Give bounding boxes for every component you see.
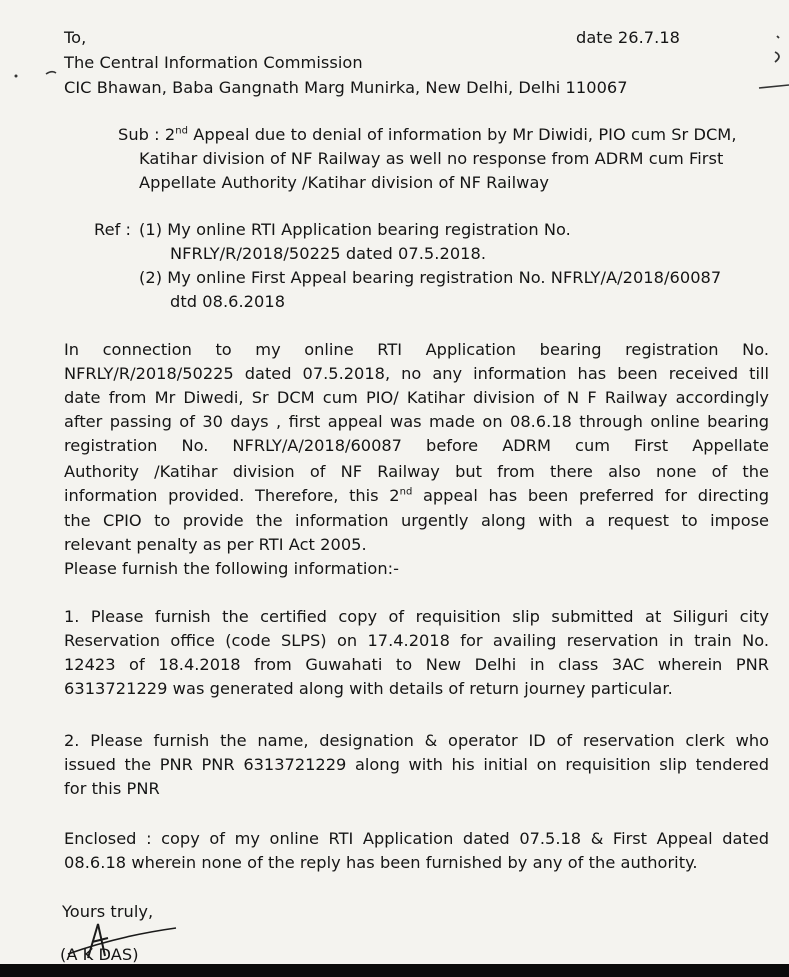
subject-ordinal-suffix: nd xyxy=(175,125,189,137)
request-2-line-1: 2. Please furnish the name, designation & operator ID of reservation clerk who xyxy=(64,731,769,750)
enclosed-line-2: 08.6.18 wherein none of the reply has been furnished by any of the authority. xyxy=(64,853,698,872)
recipient-name: The Central Information Commission xyxy=(64,53,363,72)
enclosed-line-1: Enclosed : copy of my online RTI Application dated 07.5.18 & First Appeal dated xyxy=(64,829,769,848)
scan-edge xyxy=(0,964,789,977)
salutation-to: To, xyxy=(64,28,87,47)
reference-2-line-2: dtd 08.6.2018 xyxy=(170,292,286,311)
body-line-4: after passing of 30 days , first appeal was made on 08.6.18 through online bearing xyxy=(64,412,769,431)
subject-ordinal: 2 xyxy=(164,125,176,144)
body-line-7-post: appeal has been preferred for directing xyxy=(412,486,769,505)
subject-line-1-text: Appeal due to denial of information by Mr Diwidi, PIO cum Sr DCM, xyxy=(193,125,737,144)
request-2-line-3: for this PNR xyxy=(64,779,160,798)
signatory-name: (A K DAS) xyxy=(60,945,139,964)
subject-line-1 xyxy=(118,125,737,145)
reference-label: Ref : xyxy=(94,220,132,239)
body-line-6: Authority /Katihar division of NF Railway but from there also none of the xyxy=(64,462,769,481)
subject-line-2: Katihar division of NF Railway as well no response from ADRM cum First xyxy=(139,149,724,168)
body-line-1: In connection to my online RTI Application bearing registration No. xyxy=(64,340,769,359)
request-1-line-1: 1. Please furnish the certified copy of requisition slip submitted at Siliguri city xyxy=(64,607,769,626)
reference-1-line-1: (1) My online RTI Application bearing registration No. xyxy=(139,220,571,239)
body-line-2: NFRLY/R/2018/50225 dated 07.5.2018, no any information has been received till xyxy=(64,364,769,383)
margin-scribble-left xyxy=(8,60,68,90)
recipient-address: CIC Bhawan, Baba Gangnath Marg Munirka, New Delhi, Delhi 110067 xyxy=(64,78,628,97)
margin-scribble-right xyxy=(755,30,789,100)
request-1-line-2: Reservation office (code SLPS) on 17.4.2018 for availing reservation in train No. xyxy=(64,631,769,650)
request-2-line-2: issued the PNR PNR 6313721229 along with his initial on requisition slip tendered xyxy=(64,755,769,774)
valediction: Yours truly, xyxy=(62,902,154,921)
body-line-7-pre: information provided. Therefore, this 2 xyxy=(64,486,400,505)
subject-line-3: Appellate Authority /Katihar division of NF Railway xyxy=(139,173,550,192)
request-1-line-4: 6313721229 was generated along with details of return journey particular. xyxy=(64,679,673,698)
body-line-5: registration No. NFRLY/A/2018/60087 before ADRM cum First Appellate xyxy=(64,436,769,455)
furnish-intro: Please furnish the following information:- xyxy=(64,559,400,578)
body-line-8: the CPIO to provide the information urgently along with a request to impose xyxy=(64,511,769,530)
request-1-line-3: 12423 of 18.4.2018 from Guwahati to New Delhi in class 3AC wherein PNR xyxy=(64,655,769,674)
letter-date: date 26.7.18 xyxy=(576,28,681,47)
body-line-3: date from Mr Diwedi, Sr DCM cum PIO/ Katihar division of N F Railway accordingly xyxy=(64,388,769,407)
signature-mark xyxy=(58,918,188,968)
reference-2-line-1: (2) My online First Appeal bearing registration No. NFRLY/A/2018/60087 xyxy=(139,268,722,287)
body-line-7 xyxy=(64,486,769,506)
body-line-7-sup: nd xyxy=(399,486,413,498)
reference-1-line-2: NFRLY/R/2018/50225 dated 07.5.2018. xyxy=(170,244,487,263)
body-line-9: relevant penalty as per RTI Act 2005. xyxy=(64,535,367,554)
subject-label: Sub : xyxy=(118,125,160,144)
